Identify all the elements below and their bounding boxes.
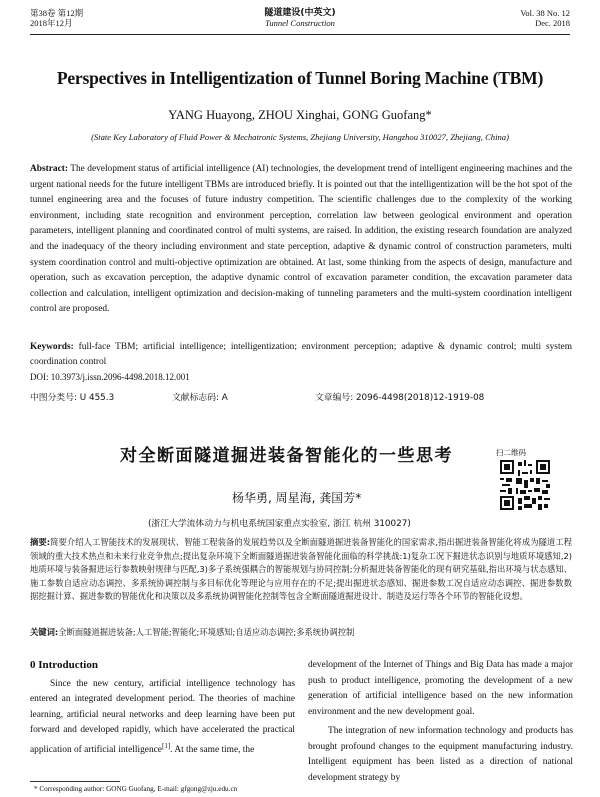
document-code: 文献标志码: A <box>172 393 228 403</box>
body-column-left <box>30 658 295 758</box>
header-journal: 隧道建设(中英文) Tunnel Construction <box>264 8 336 28</box>
affiliation-cn: (浙江大学流体动力与机电系统国家重点实验室, 浙江 杭州 310027) <box>148 519 411 529</box>
clc-number: 中图分类号: U 455.3 <box>30 393 115 403</box>
citation-link[interactable]: [1] <box>161 741 171 750</box>
section-heading: 0 Introduction <box>30 659 98 671</box>
body-paragraph: Since the new century, artificial intelligence technology has entered an integrated development period. The theories of machine learning, artificial neural networks and deep learning have been put forward and developed rapidly, which have accelerated the practical application of artificial intelligence[1]. At the same time, the <box>30 678 295 755</box>
authors-en: YANG Huayong, ZHOU Xinghai, GONG Guofang* <box>168 108 432 122</box>
abstract-cn <box>30 536 572 604</box>
header-volume-cn: 第38卷 第12期 2018年12月 <box>30 8 84 28</box>
body-paragraph: The integration of new information technology and products has brought profound changes to the equipment manufacturing industry. Intelligent equipment has been listed as a direction of national development strategy by <box>308 726 573 783</box>
authors-cn: 杨华勇, 周星海, 龚国芳* <box>232 491 362 505</box>
abstract-en <box>30 162 572 318</box>
abstract-cn-label: 摘要: <box>30 537 51 547</box>
qr-label: 扫二维码 <box>496 448 526 457</box>
qr-code-icon[interactable] <box>500 460 550 510</box>
keywords-cn <box>30 626 572 638</box>
keywords-en <box>30 340 572 370</box>
article-number: 文章编号: 2096-4498(2018)12-1919-08 <box>315 393 485 403</box>
keywords-en-text: full-face TBM; artificial intelligence; intelligentization; environment perception; adaptive & dynamic control; multi system coordination control <box>30 342 573 367</box>
footnote-divider <box>30 781 120 782</box>
paper-title-en: Perspectives in Intelligentization of Tunnel Boring Machine (TBM) <box>56 68 544 88</box>
abstract-en-text: The development status of artificial intelligence (AI) technologies, the development trend of intelligent engineering machines and the urgent national needs for the future intelligent TBMs are introduced briefly. It is pointed out that the intelligentization will be the hot spot of the tunnel engineering area and the focuses of future industry competition. The scientific challenges due to the complexity of the working environment, including state recognition and environment perception, correlation law between geological environment and operation parameters, intelligent planning and coordinated control of multi systems, are raised. In addition, the existing research foundation are analyzed and the inadequacy of the theory including environment and state perception, adaptive & dynamic control of construction parameters, multi system coordination control and multi-objective optimization are obtained. At last, some thinking from the aspects of design, manufacture and operation, such as excavation perception, the adaptive dynamic control of excavation parameter condition, the excavation parameter data collection and calculation, intelligent optimization and decision-making of tunneling parameters and the multi-system coordination intelligent control are proposed. <box>30 164 572 315</box>
paper-title-cn: 对全断面隧道掘进装备智能化的一些思考 <box>120 446 453 466</box>
footnote: * Corresponding author: GONG Guofang, E-mail: gfgong@zju.edu.cn <box>34 785 238 793</box>
header-divider <box>30 34 570 35</box>
body-column-right <box>308 658 573 786</box>
abstract-en-label: Abstract: <box>30 164 69 174</box>
doi: DOI: 10.3973/j.issn.2096-4498.2018.12.001 <box>30 372 190 382</box>
keywords-en-label: Keywords: <box>30 342 74 352</box>
keywords-cn-label: 关键词: <box>30 627 59 637</box>
abstract-cn-text: 简要介绍人工智能技术的发展现状、智能工程装备的发展趋势以及全断面隧道掘进装备智能化的国家需求,指出掘进装备智能化将成为隧道工程领域的重大技术热点和未来行业竞争焦点;提出复杂环境下全断面隧道掘进装备智能化面临的科学挑战:1)复杂工况下掘进状态识别与地质环境感知,2)地质环境与装备掘进运行参数映射规律与匹配,3)多子系统强耦合的智能规划与协同控制;分析掘进装备智能化的现有研究基础,指出环境与状态感知、施工参数自适应动态调控、多系统协调控制与多目标优化等理论与应用存在的不足;提出掘进状态感知、掘进参数工况自适应动态调控、掘进参数数据挖掘计算、掘进参数的智能优化和决策以及多系统协调智能化控制等包含全断面隧道掘进设计、制造及运行等各个环节的智能化设想。 <box>30 537 572 602</box>
running-header <box>30 8 570 34</box>
keywords-cn-text: 全断面隧道掘进装备;人工智能;智能化;环境感知;自适应动态调控;多系统协调控制 <box>58 627 355 637</box>
header-volume-en: Vol. 38 No. 12 Dec. 2018 <box>520 8 570 28</box>
body-paragraph: development of the Internet of Things and Big Data has made a major push to product intelligence, promoting the development of a new generation of artificial intelligence based on the new information environment and the new development goal. <box>308 660 573 717</box>
affiliation-en: (State Key Laboratory of Fluid Power & Mechatronic Systems, Zhejiang University, Hangzhou 310027, Zhejiang, China) <box>91 132 509 142</box>
